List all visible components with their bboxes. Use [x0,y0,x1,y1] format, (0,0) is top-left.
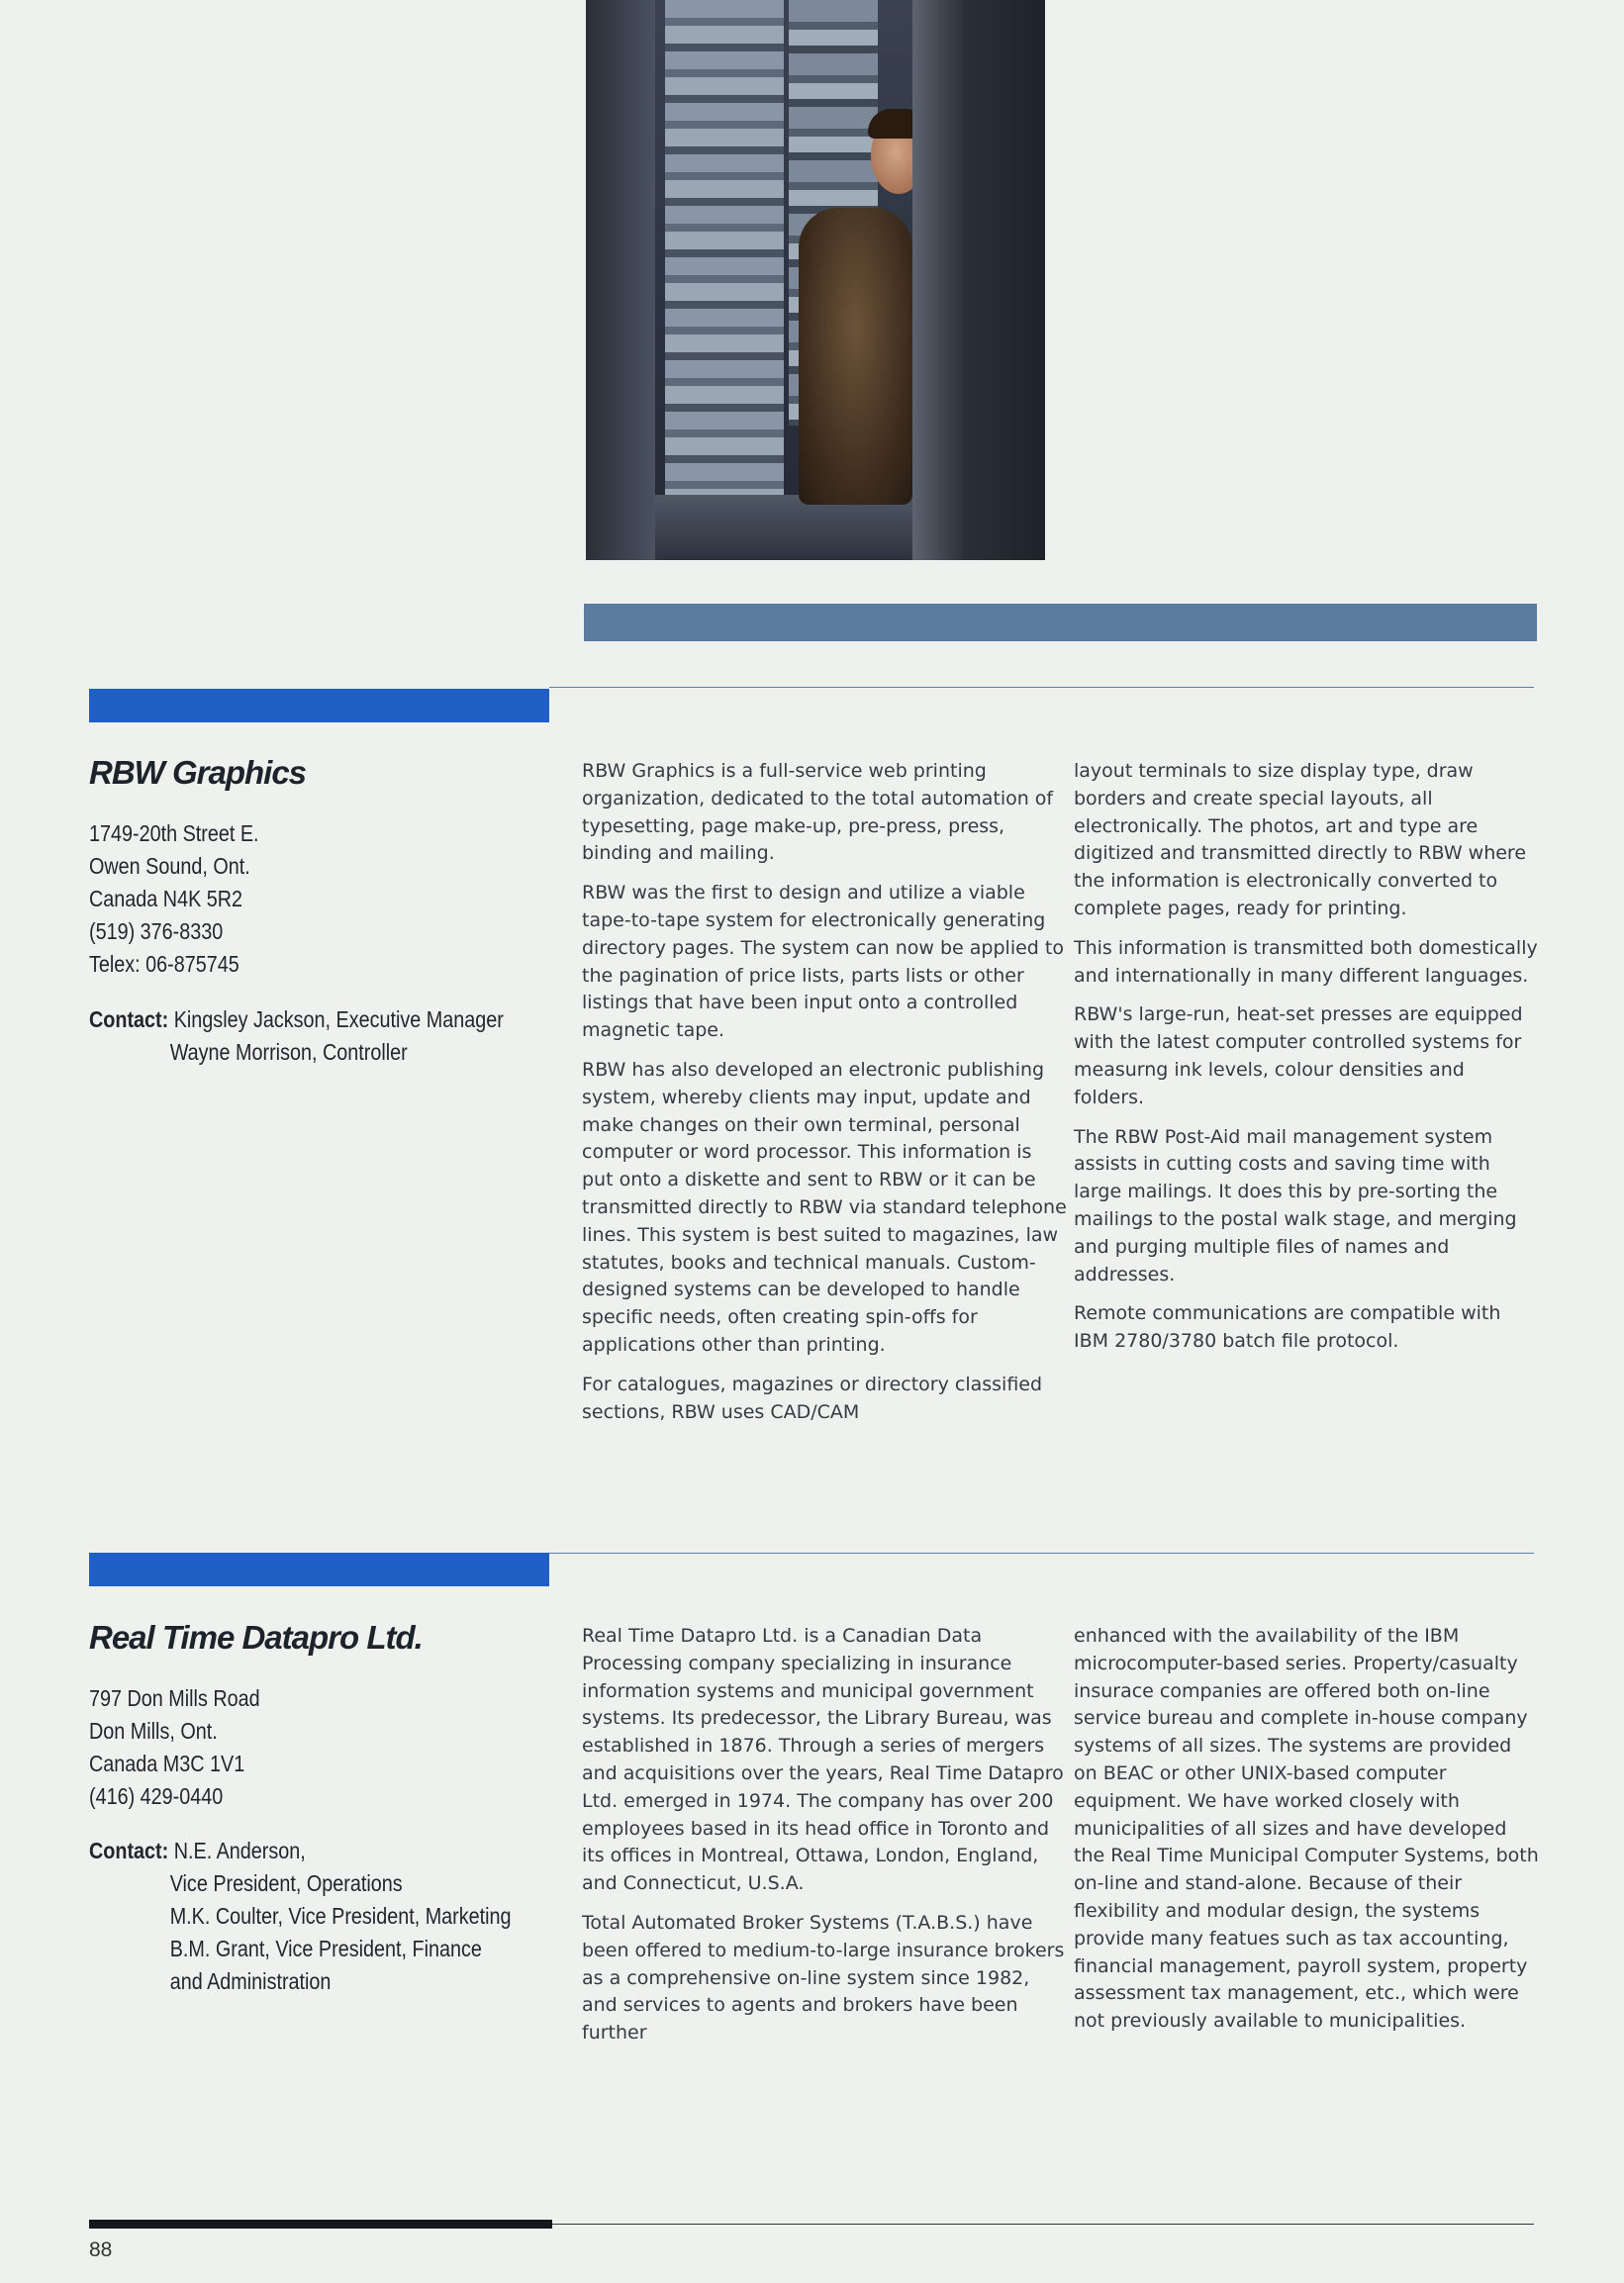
photo-man-on-phone-in-equipment-room [586,0,1045,560]
description-column-1: Real Time Datapro Ltd. is a Canadian Data Processing company specializing in insurance information systems and municipal government systems. Its predecessor, the Library Bureau, was established in 1876. Through a series of mergers and acquisitions over the years, Real Time Datapro Ltd. emerged in 1974. The company has over 200 employees based in its head office in Toronto and its offices in Montreal, Ottawa, London, England, and Connecticut, U.S.A. Total Automated Broker Systems (T.A.B.S.) have been offered to medium-to-large insurance brokers as a comprehensive on-line system since 1982, and services to agents and brokers have been further [582,1625,1065,2045]
footer-rule [89,2220,552,2229]
section-accent-bar [89,1553,549,1586]
page-number: 88 [89,2238,113,2261]
company-name: Real Time Datapro Ltd. [89,1619,423,1656]
description-column-2: layout terminals to size display type, draw borders and create special layouts, all electronically. The photos, art and type are digitized and transmitted directly to RBW where the information is electronically converted to complete pages, ready for printing. This information is transmitted both domestically and internationally in many different languages. RBW's large-run, heat-set presses are equipped with the latest computer controlled systems for measurng ink levels, colour densities and folders. The RBW Post-Aid mail management system assists in cutting costs and saving time with large mailings. It does this by pre-sorting the mailings to the postal walk stage, and merging and purging multiple files of names and addresses. Remote communications are compatible with IBM 2780/3780 batch file protocol. [1074,760,1538,1353]
company-contacts: Contact: Kingsley Jackson, Executive Manager Wayne Morrison, Controller [89,1006,504,1065]
section-accent-bar [89,689,549,722]
section-divider [549,1553,1534,1554]
section-divider [549,687,1534,688]
company-address: 797 Don Mills Road Don Mills, Ont. Canada M3C 1V1 (416) 429-0440 [89,1685,260,1809]
footer-rule-thin [552,2224,1534,2225]
company-name: RBW Graphics [89,754,307,791]
decorative-bar [584,604,1537,641]
company-contacts: Contact: N.E. Anderson, Vice President, Operations M.K. Coulter, Vice President, Marketing B.M. Grant, Vice President, Finance and Administration [89,1838,512,1994]
description-column-1: RBW Graphics is a full-service web printing organization, dedicated to the total automation of typesetting, page make-up, pre-press, press, binding and mailing. RBW was the first to design and utilize a viable tape-to-tape system for electronically generating directory pages. The system can now be applied to the pagination of price lists, parts lists or other listings that have been input onto a controlled magnetic tape. RBW has also developed an electronic publishing system, whereby clients may input, update and make changes on their own terminal, personal computer or word processor. This information is put onto a diskette and sent to RBW or it can be transmitted directly to RBW via standard telephone lines. This system is best suited to magazines, law statutes, books and technical manuals. Custom-designed systems can be developed to handle specific needs, often creating spin-offs for applications other than printing. For catalogues, magazines or directory classified sections, RBW uses CAD/CAM [582,760,1067,1423]
company-address: 1749-20th Street E. Owen Sound, Ont. Canada N4K 5R2 (519) 376-8330 Telex: 06-875745 [89,820,259,977]
description-column-2: enhanced with the availability of the IBM microcomputer-based series. Property/casualty insurace companies are offered both on-line service bureau and complete in-house company systems of all sizes. The systems are provided on BEAC or other UNIX-based computer equipment. We have worked closely with municipalities of all sizes and have developed the Real Time Municipal Computer Systems, both on-line and stand-alone. Because of their flexibility and modular design, the systems provide many featues such as tax accounting, financial management, payroll system, property assessment tax management, etc., which were not previously available to municipalities. [1074,1625,1539,2033]
